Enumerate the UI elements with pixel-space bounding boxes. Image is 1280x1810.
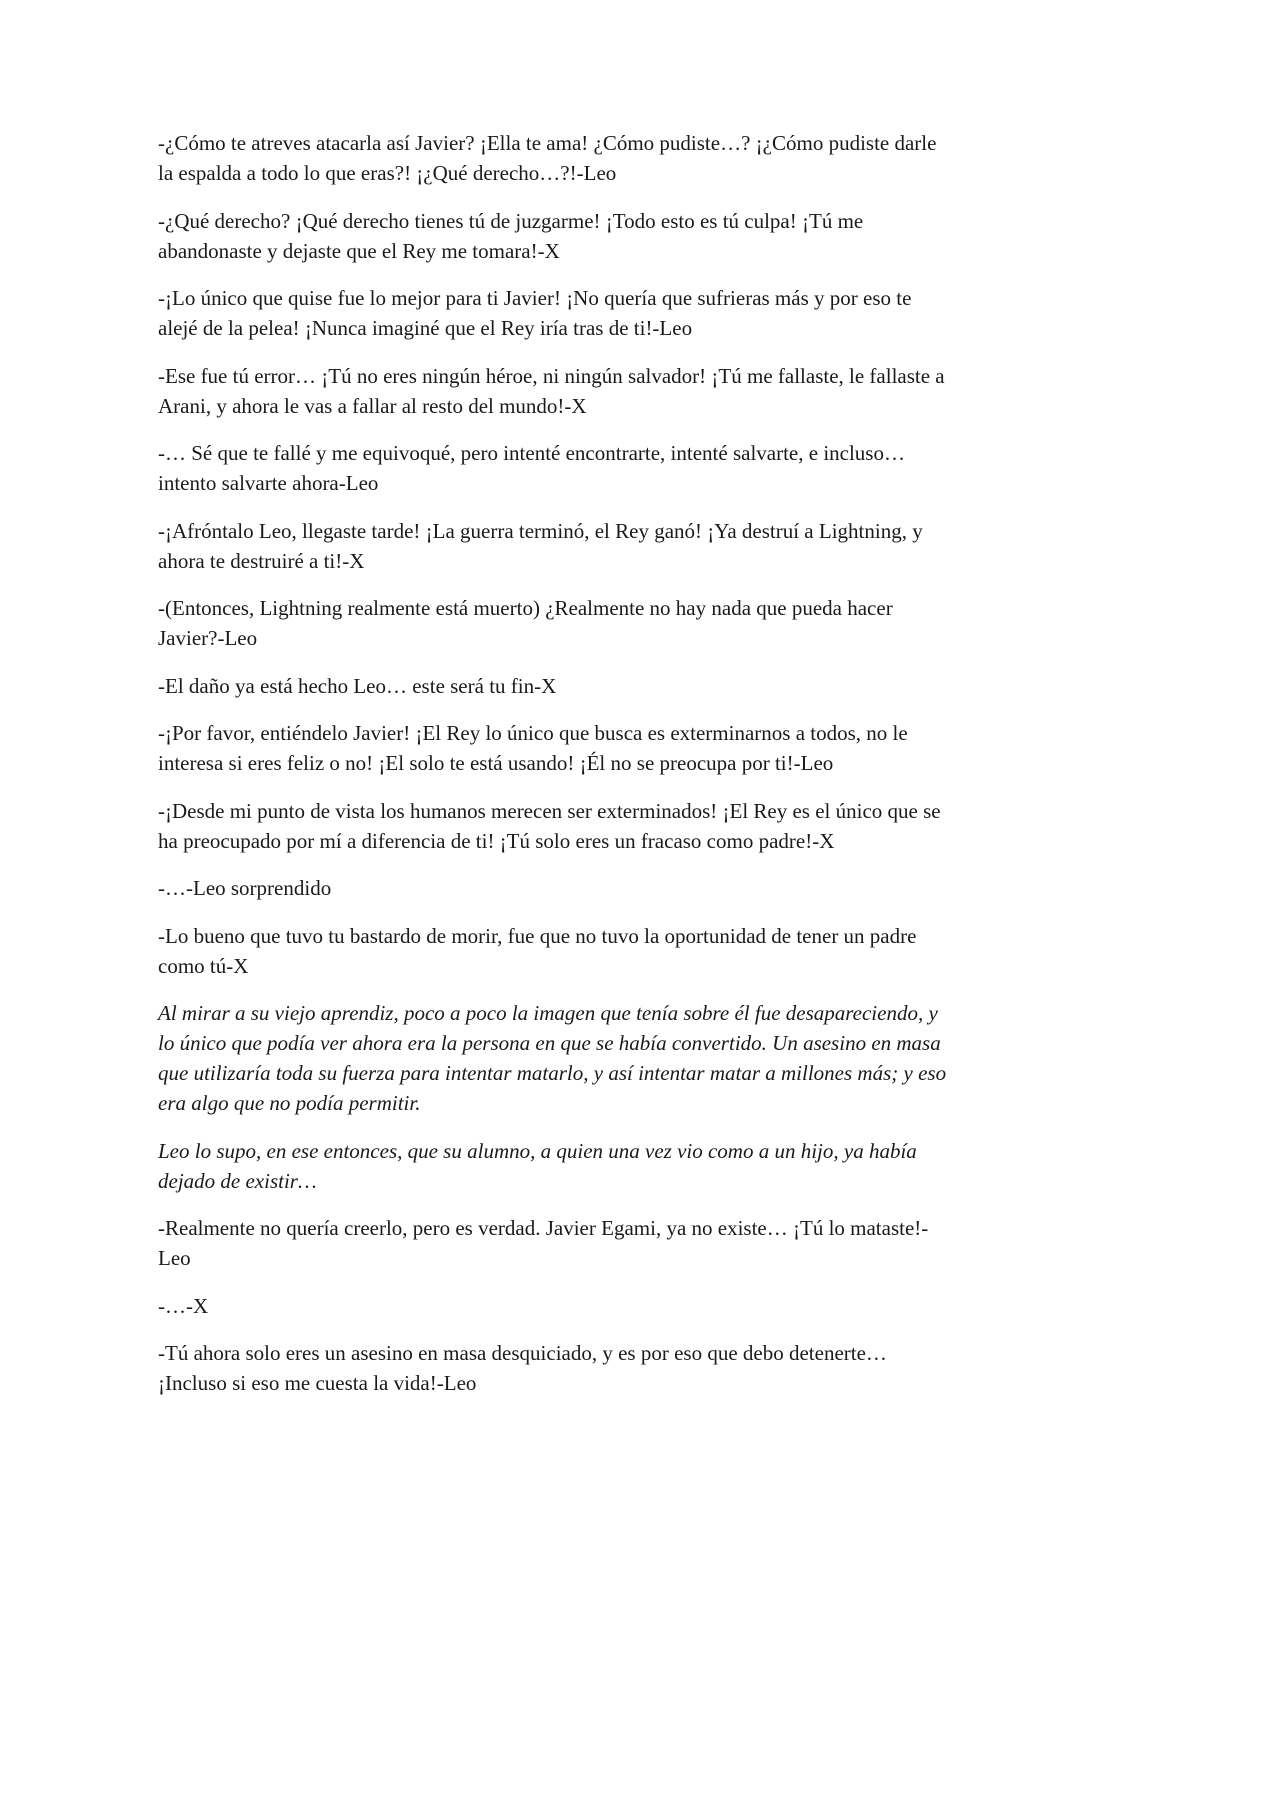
paragraph: -Realmente no quería creerlo, pero es verdad. Javier Egami, ya no existe… ¡Tú lo mataste!-Leo	[158, 1216, 929, 1270]
paragraph: -(Entonces, Lightning realmente está muerto) ¿Realmente no hay nada que pueda hacer Javier?-Leo	[158, 596, 893, 650]
paragraph: -¡Desde mi punto de vista los humanos merecen ser exterminados! ¡El Rey es el único que se ha preocupado por mí a diferencia de ti! ¡Tú solo eres un fracaso como padre!-X	[158, 798, 941, 853]
paragraph: -… Sé que te fallé y me equivoqué, pero intenté encontrarte, intenté salvarte, e incluso… intento salvarte ahora-Leo	[158, 441, 905, 495]
narration-paragraph: Leo lo supo, en ese entonces, que su alumno, a quien una vez vio como a un hijo, ya había dejado de existir…	[158, 1138, 917, 1193]
paragraph: -¿Cómo te atreves atacarla así Javier? ¡Ella te ama! ¿Cómo pudiste…? ¡¿Cómo pudiste darle la espalda a todo lo que eras?! ¡¿Qué derecho…?!-Leo	[158, 131, 937, 185]
paragraph: -Tú ahora solo eres un asesino en masa desquiciado, y es por eso que debo detenerte… ¡Incluso si eso me cuesta la vida!-Leo	[158, 1341, 887, 1395]
paragraph: -¡Lo único que quise fue lo mejor para ti Javier! ¡No quería que sufrieras más y por eso te alejé de la pelea! ¡Nunca imaginé que el Rey iría tras de ti!-Leo	[158, 286, 912, 340]
paragraph: -¡Por favor, entiéndelo Javier! ¡El Rey lo único que busca es exterminarnos a todos, no le interesa si eres feliz o no! ¡El solo te está usando! ¡Él no se preocupa por ti!-Leo	[158, 721, 908, 775]
paragraph: -…-Leo sorprendido	[158, 876, 332, 900]
narration-paragraph: Al mirar a su viejo aprendiz, poco a poco la imagen que tenía sobre él fue desapareciendo, y lo único que podía ver ahora era la persona en que se había convertido. Un asesino en masa que utilizaría toda su fuerza para intentar matarlo, y así intentar matar a millones más; y eso era algo que no podía permitir.	[158, 1001, 947, 1115]
paragraph: -…-X	[158, 1293, 209, 1318]
paragraph: -El daño ya está hecho Leo… este será tu fin-X	[158, 673, 557, 698]
paragraph: -Ese fue tú error… ¡Tú no eres ningún héroe, ni ningún salvador! ¡Tú me fallaste, le fallaste a Arani, y ahora le vas a fallar al resto del mundo!-X	[158, 363, 945, 418]
paragraph: -¡Afróntalo Leo, llegaste tarde! ¡La guerra terminó, el Rey ganó! ¡Ya destruí a Lightning, y ahora te destruiré a ti!-X	[158, 518, 923, 573]
paragraph: -¿Qué derecho? ¡Qué derecho tienes tú de juzgarme! ¡Todo esto es tú culpa! ¡Tú me abandonaste y dejaste que el Rey me tomara!-X	[158, 208, 864, 263]
paragraph: -Lo bueno que tuvo tu bastardo de morir, fue que no tuvo la oportunidad de tener un padre como tú-X	[158, 923, 917, 978]
